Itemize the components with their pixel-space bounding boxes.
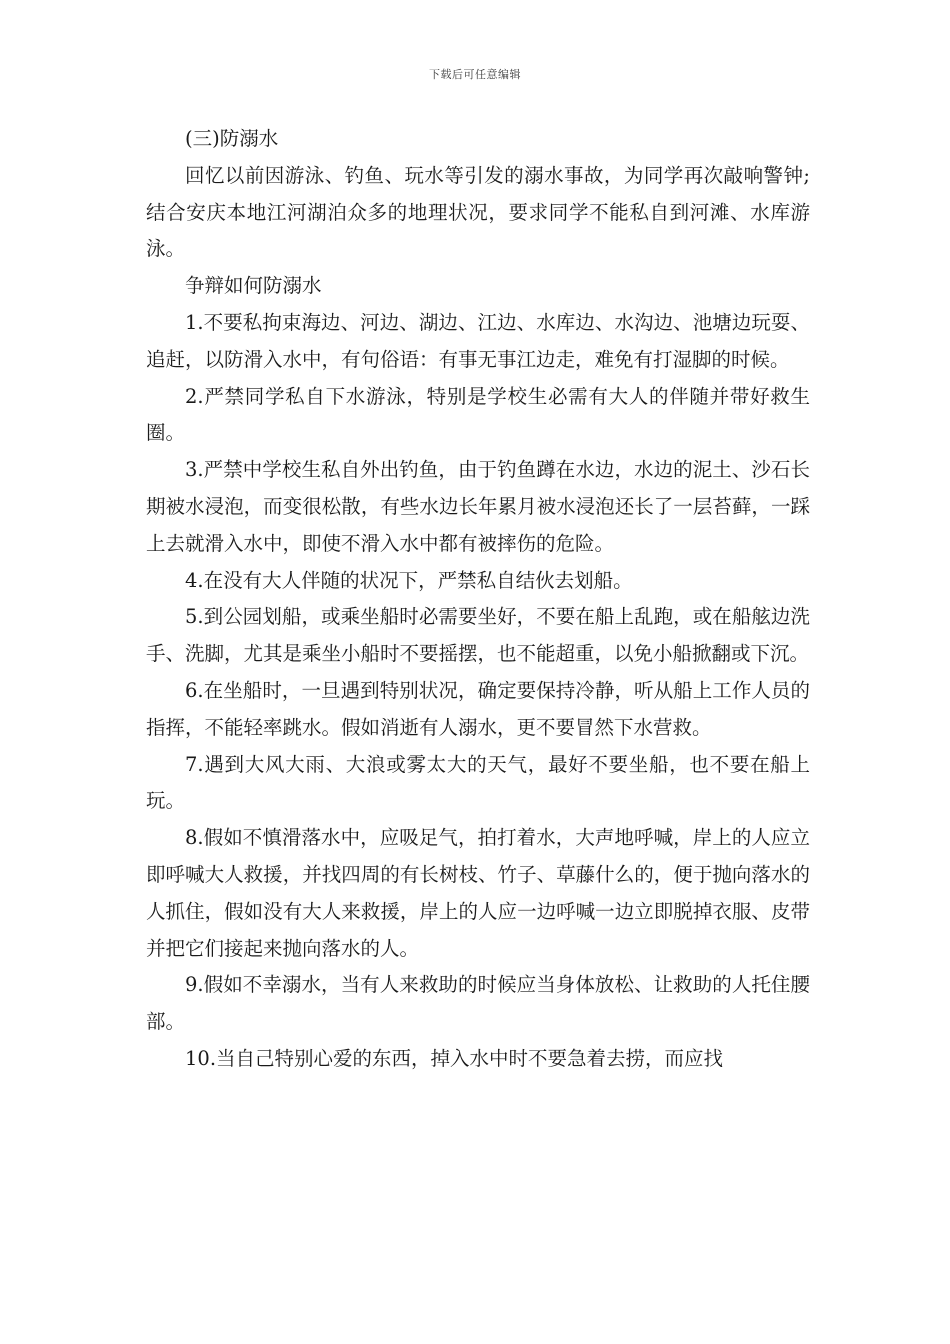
list-item-9: 9.假如不幸溺水，当有人来救助的时候应当身体放松、让救助的人托住腰部。 <box>146 973 810 1034</box>
subsection-heading: 争辩如何防溺水 <box>185 274 322 298</box>
list-item-3: 3.严禁中学校生私自外出钓鱼，由于钓鱼蹲在水边，水边的泥土、沙石长期被水浸泡，而变很松散，有些水边长年累月被水浸泡还长了一层苔藓，一踩上去就滑入水中，即使不滑入水中都有被摔伤的危险。 <box>146 458 810 555</box>
paragraph-intro: 回忆以前因游泳、钓鱼、玩水等引发的溺水事故，为同学再次敲响警钟;结合安庆本地江河湖泊众多的地理状况，要求同学不能私自到河滩、水库游泳。 <box>146 163 810 261</box>
list-item-5: 5.到公园划船，或乘坐船时必需要坐好，不要在船上乱跑，或在船舷边洗手、洗脚，尤其是乘坐小船时不要摇摆，也不能超重，以免小船掀翻或下沉。 <box>146 605 810 666</box>
list-item-7: 7.遇到大风大雨、大浪或雾太大的天气，最好不要坐船，也不要在船上玩。 <box>146 752 810 813</box>
section-heading: (三)防溺水 <box>185 127 279 150</box>
list-item-6: 6.在坐船时，一旦遇到特别状况，确定要保持冷静，听从船上工作人员的指挥，不能轻率跳水。假如消逝有人溺水，更不要冒然下水营救。 <box>146 678 810 739</box>
page-header-note: 下载后可任意编辑 <box>429 68 521 81</box>
list-item-4: 4.在没有大人伴随的状况下，严禁私自结伙去划船。 <box>185 568 633 592</box>
document-body <box>146 121 810 1078</box>
list-item-1: 1.不要私拘束海边、河边、湖边、江边、水库边、水沟边、池塘边玩耍、追赶，以防滑入水中，有句俗语：有事无事江边走，难免有打湿脚的时候。 <box>146 310 810 371</box>
list-item-10: 10.当自己特别心爱的东西，掉入水中时不要急着去捞，而应找 <box>185 1046 724 1070</box>
list-item-8: 8.假如不慎滑落水中，应吸足气，拍打着水，大声地呼喊，岸上的人应立即呼喊大人救援，并找四周的有长树枝、竹子、草藤什么的，便于抛向落水的人抓住，假如没有大人来救援，岸上的人应一边呼喊一边立即脱掉衣服、皮带并把它们接起来抛向落水的人。 <box>146 826 810 960</box>
list-item-2: 2.严禁同学私自下水游泳，特别是学校生必需有大人的伴随并带好救生圈。 <box>146 384 810 445</box>
